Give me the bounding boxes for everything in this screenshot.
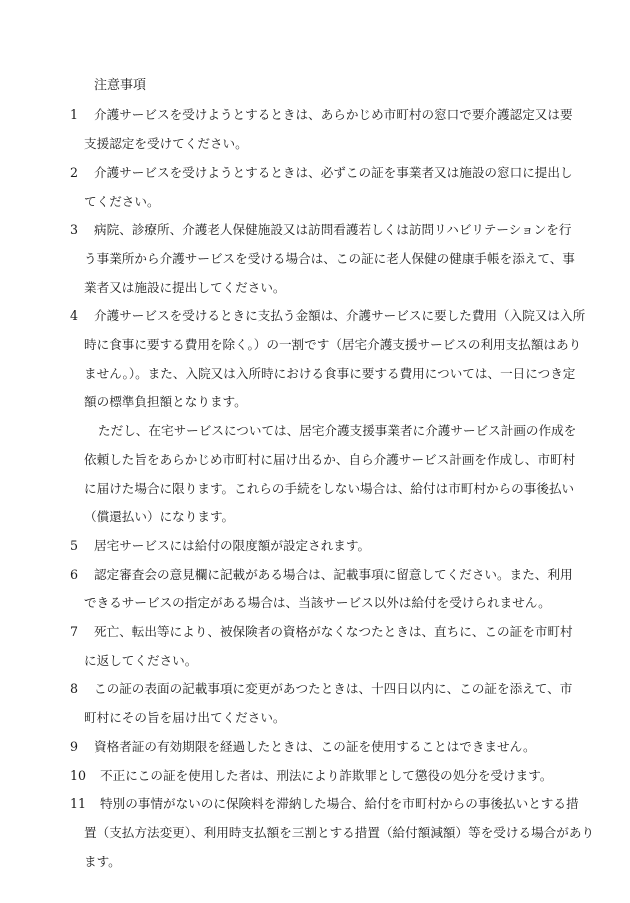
item-number: 9 bbox=[70, 739, 79, 754]
item-text-line: 時に食事に要する費用を除く。）の一割です（居宅介護支援サービスの利用支払額はあり bbox=[84, 337, 582, 352]
item-text-line: 特別の事情がないのに保険料を滞納した場合、給付を市町村からの事後払いとする措 bbox=[100, 796, 579, 811]
item-text-line: 居宅サービスには給付の限度額が設定されます。 bbox=[94, 538, 371, 553]
item-text-line: 資格者証の有効期限を経過したときは、この証を使用することはできません。 bbox=[94, 739, 536, 754]
item-text-line: ません。）。また、入院又は入所時における食事に要する費用については、一日につき定 bbox=[84, 366, 576, 381]
item-number: 3 bbox=[70, 222, 79, 237]
item-text-line: 支援認定を受けてください。 bbox=[84, 136, 248, 151]
page-title: 注意事項 bbox=[94, 78, 147, 93]
item-number: 10 bbox=[70, 768, 87, 783]
item-text-line: （償還払い）になります。 bbox=[84, 509, 235, 524]
item-text-line: てください。 bbox=[84, 194, 160, 209]
item-text-line: 業者又は施設に提出してください。 bbox=[84, 280, 286, 295]
item-text-line: ただし、在宅サービスについては、居宅介護支援事業者に介護サービス計画の作成を bbox=[98, 423, 577, 438]
item-text-line: 介護サービスを受けるときに支払う金額は、介護サービスに要した費用（入院又は入所 bbox=[94, 308, 586, 323]
item-text-line: 介護サービスを受けようとするときは、必ずこの証を事業者又は施設の窓口に提出し bbox=[94, 165, 573, 180]
item-text-line: 置（支払方法変更）、利用時支払額を三割とする措置（給付額減額）等を受ける場合があり bbox=[84, 825, 595, 840]
item-text-line: 町村にその旨を届け出てください。 bbox=[84, 710, 286, 725]
item-text-line: う事業所から介護サービスを受ける場合は、この証に老人保健の健康手帳を添えて、事 bbox=[84, 251, 575, 266]
item-text-line: 認定審査会の意見欄に記載がある場合は、記載事項に留意してください。また、利用 bbox=[94, 567, 573, 582]
item-number: 2 bbox=[70, 165, 79, 180]
item-number: 6 bbox=[70, 567, 79, 582]
item-text-line: に届けた場合に限ります。これらの手続をしない場合は、給付は市町村からの事後払い bbox=[84, 481, 575, 496]
item-number: 5 bbox=[70, 538, 79, 553]
item-number: 7 bbox=[70, 624, 79, 639]
item-text-line: 額の標準負担額となります。 bbox=[84, 394, 247, 409]
item-text-line: に返してください。 bbox=[84, 653, 198, 668]
item-number: 11 bbox=[70, 796, 87, 811]
item-text-line: 病院、診療所、介護老人保健施設又は訪問看護若しくは訪問リハビリテーションを行 bbox=[94, 222, 572, 237]
item-text-line: できるサービスの指定がある場合は、当該サービス以外は給付を受けられません。 bbox=[84, 595, 551, 610]
item-number: 8 bbox=[70, 681, 79, 696]
item-text-line: ます。 bbox=[84, 854, 121, 869]
item-text-line: 介護サービスを受けようとするときは、あらかじめ市町村の窓口で要介護認定又は要 bbox=[94, 107, 573, 122]
item-text-line: 死亡、転出等により、被保険者の資格がなくなつたときは、直ちに、この証を市町村 bbox=[94, 624, 573, 639]
item-text-line: 依頼した旨をあらかじめ市町村に届け出るか、自ら介護サービス計画を作成し、市町村 bbox=[84, 452, 576, 467]
item-text-line: この証の表面の記載事項に変更があつたときは、十四日以内に、この証を添えて、市 bbox=[94, 681, 573, 696]
item-text-line: 不正にこの証を使用した者は、刑法により詐欺罪として懲役の処分を受けます。 bbox=[100, 768, 553, 783]
item-number: 4 bbox=[70, 308, 79, 323]
item-number: 1 bbox=[70, 107, 79, 122]
